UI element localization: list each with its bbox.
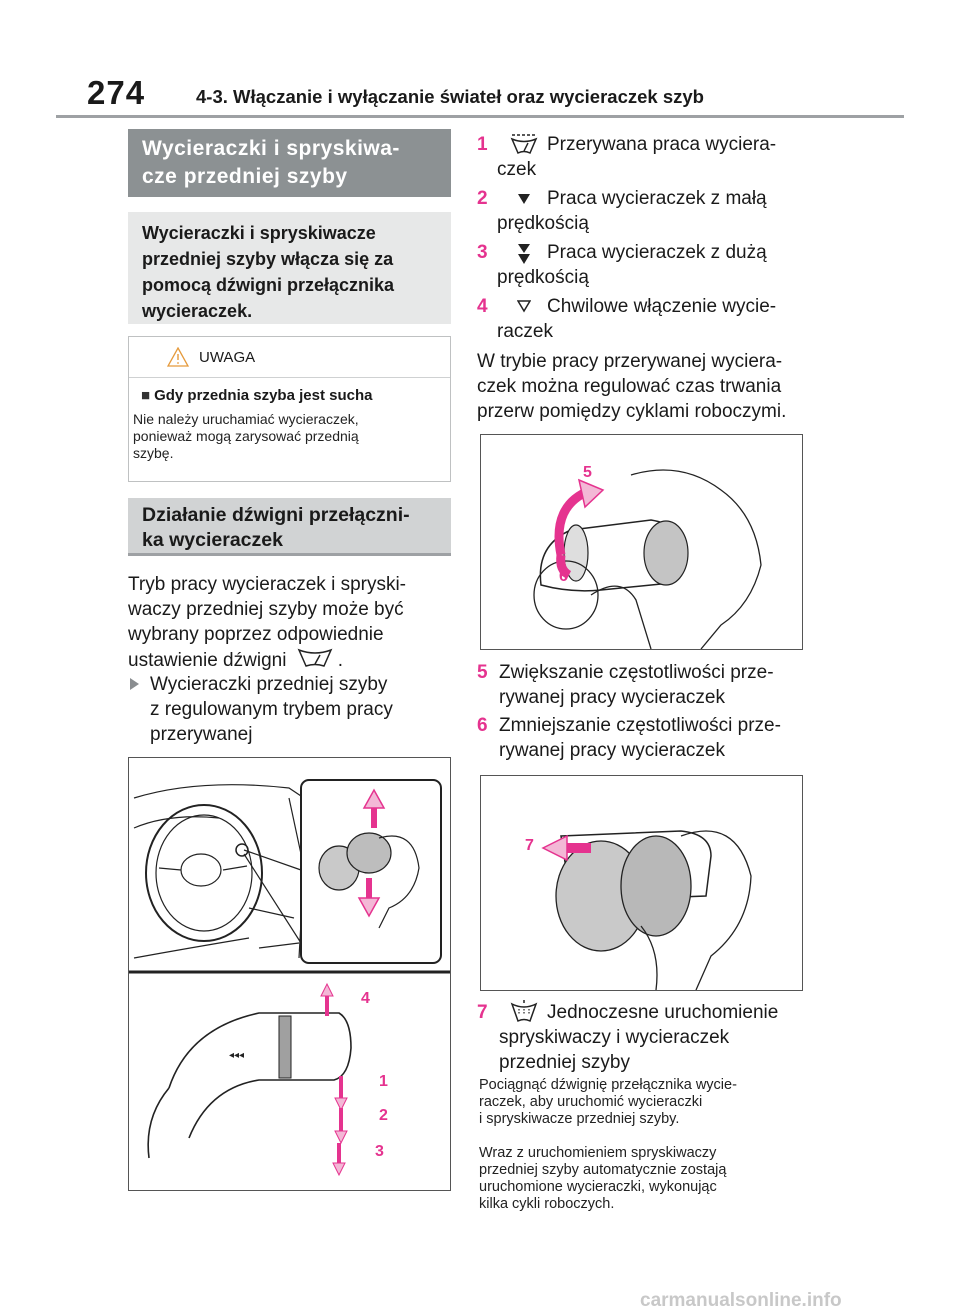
bullet-line: Wycieraczki przedniej szyby — [150, 674, 388, 695]
warning-triangle-icon — [167, 347, 189, 367]
washer-illustration — [480, 775, 803, 991]
label-1: 1 — [379, 1073, 388, 1090]
wiper-symbol-icon — [296, 647, 334, 669]
washer-text: przedniej szyby — [499, 1052, 630, 1073]
mode-item-3 — [477, 240, 807, 290]
washer-drawing — [481, 776, 802, 990]
section-heading-line1: Wycieraczki i spryskiwa- — [142, 137, 400, 160]
adjust-item-6 — [477, 713, 807, 763]
washer-note — [479, 1145, 809, 1213]
warning-text — [133, 411, 445, 462]
small-line: i spryskiwacze przedniej szyby. — [479, 1111, 680, 1127]
washer-instruction — [479, 1077, 809, 1128]
mode-number: 1 — [477, 134, 488, 155]
mode-number: 3 — [477, 242, 488, 263]
mode-text: prędkością — [497, 267, 589, 288]
section-heading-box — [128, 129, 451, 197]
warning-label: UWAGA — [199, 349, 256, 366]
mode-item-1 — [477, 132, 807, 182]
body-paragraph — [128, 572, 452, 673]
bullet-line: przerywanej — [150, 724, 253, 745]
adjust-text: Zmniejszanie częstotliwości prze- — [499, 715, 781, 736]
mode-text: raczek — [497, 321, 553, 342]
small-line: przedniej szyby automatycznie zostają — [479, 1162, 727, 1178]
washer-text: spryskiwaczy i wycieraczek — [499, 1027, 730, 1048]
label-5: 5 — [583, 464, 592, 481]
interval-adjust-illustration — [480, 434, 803, 650]
adjust-item-5 — [477, 660, 807, 710]
small-line: Wraz z uruchomieniem spryskiwaczy — [479, 1145, 717, 1161]
warning-line: ponieważ mogą zarysować przednią — [133, 428, 359, 444]
label-7: 7 — [525, 837, 534, 854]
intro-line: Wycieraczki i spryskiwacze — [142, 223, 376, 243]
body-line: wybrany poprzez odpowiednie — [128, 624, 384, 645]
para-line: W trybie pracy przerywanej wyciera- — [477, 351, 783, 372]
mode-text: Praca wycieraczek z dużą — [547, 242, 767, 263]
intro-line: wycieraczek. — [142, 301, 253, 321]
mode-text: czek — [497, 159, 537, 180]
square-bullet-icon: ■ — [141, 387, 151, 404]
intro-line: przedniej szyby włącza się za — [142, 249, 394, 269]
page-number: 274 — [87, 74, 146, 111]
adjust-text: Zwiększanie częstotliwości prze- — [499, 662, 774, 683]
warning-subheading-text: Gdy przednia szyba jest sucha — [154, 387, 373, 404]
warning-subheading — [141, 387, 372, 404]
small-line: raczek, aby uruchomić wycieraczki — [479, 1094, 703, 1110]
mode-text: prędkością — [497, 213, 589, 234]
para-line: przerw pomiędzy cyklami roboczymi. — [477, 401, 787, 422]
washer-wiper-icon — [509, 1000, 539, 1024]
adjust-number: 6 — [477, 715, 488, 736]
section-heading-line2: cze przedniej szyby — [142, 165, 348, 188]
subsection-heading-line2: ka wycieraczek — [142, 529, 283, 551]
mode-text: Chwilowe włączenie wycie- — [547, 296, 777, 317]
small-line: kilka cykli roboczych. — [479, 1196, 615, 1212]
body-line: waczy przedniej szyby może być — [128, 599, 404, 620]
warning-header — [129, 337, 450, 378]
intro-box — [128, 212, 451, 324]
svg-text:◂◂◂: ◂◂◂ — [229, 1050, 245, 1061]
washer-item-7 — [477, 1000, 807, 1075]
interval-paragraph — [477, 349, 807, 424]
label-2: 2 — [379, 1107, 388, 1124]
bullet-line: z regulowanym trybem pracy — [150, 699, 393, 720]
intro-line: pomocą dźwigni przełącznika — [142, 275, 395, 295]
body-line: Tryb pracy wycieraczek i spryski- — [128, 574, 407, 595]
label-6: 6 — [559, 568, 568, 585]
warning-line: szybę. — [133, 445, 174, 461]
body-line-end: . — [337, 650, 343, 671]
header-rule — [56, 115, 904, 118]
mode-number: 4 — [477, 296, 488, 317]
section-title: 4-3. Włączanie i wyłączanie świateł oraz wycieraczek szyb — [196, 86, 704, 107]
wiper-lever-illustration — [128, 757, 451, 1191]
para-line: czek można regulować czas trwania — [477, 376, 782, 397]
subsection-heading-box — [128, 498, 451, 556]
low-speed-icon — [517, 192, 531, 206]
mode-text: Praca wycieraczek z małą — [547, 188, 767, 209]
mode-text: Przerywana praca wyciera- — [547, 134, 777, 155]
subsection-heading-line1: Działanie dźwigni przełączni- — [142, 504, 410, 526]
washer-number: 7 — [477, 1002, 488, 1023]
adjust-text: rywanej pracy wycieraczek — [499, 740, 725, 761]
adjust-number: 5 — [477, 662, 488, 683]
warning-box — [128, 336, 451, 482]
high-speed-icon — [517, 242, 531, 266]
body-line — [128, 647, 452, 673]
lever-drawing — [129, 758, 450, 1190]
intermittent-wiper-icon — [509, 133, 539, 155]
mist-icon — [517, 299, 531, 313]
body-line-text: ustawienie dźwigni — [128, 650, 287, 671]
bullet-item — [130, 672, 450, 747]
small-line: Pociągnąć dźwignię przełącznika wycie- — [479, 1077, 737, 1093]
small-line: uruchomione wycieraczki, wykonując — [479, 1179, 717, 1195]
mode-number: 2 — [477, 188, 488, 209]
washer-text: Jednoczesne uruchomienie — [547, 1002, 779, 1023]
warning-line: Nie należy uruchamiać wycieraczek, — [133, 411, 359, 427]
mode-item-2 — [477, 186, 807, 236]
mode-item-4 — [477, 294, 807, 344]
adjust-text: rywanej pracy wycieraczek — [499, 687, 725, 708]
interval-drawing — [481, 435, 802, 649]
bullet-triangle-icon — [130, 678, 139, 690]
label-4: 4 — [361, 990, 370, 1007]
label-3: 3 — [375, 1143, 384, 1160]
watermark: carmanualsonline.info — [640, 1290, 842, 1311]
